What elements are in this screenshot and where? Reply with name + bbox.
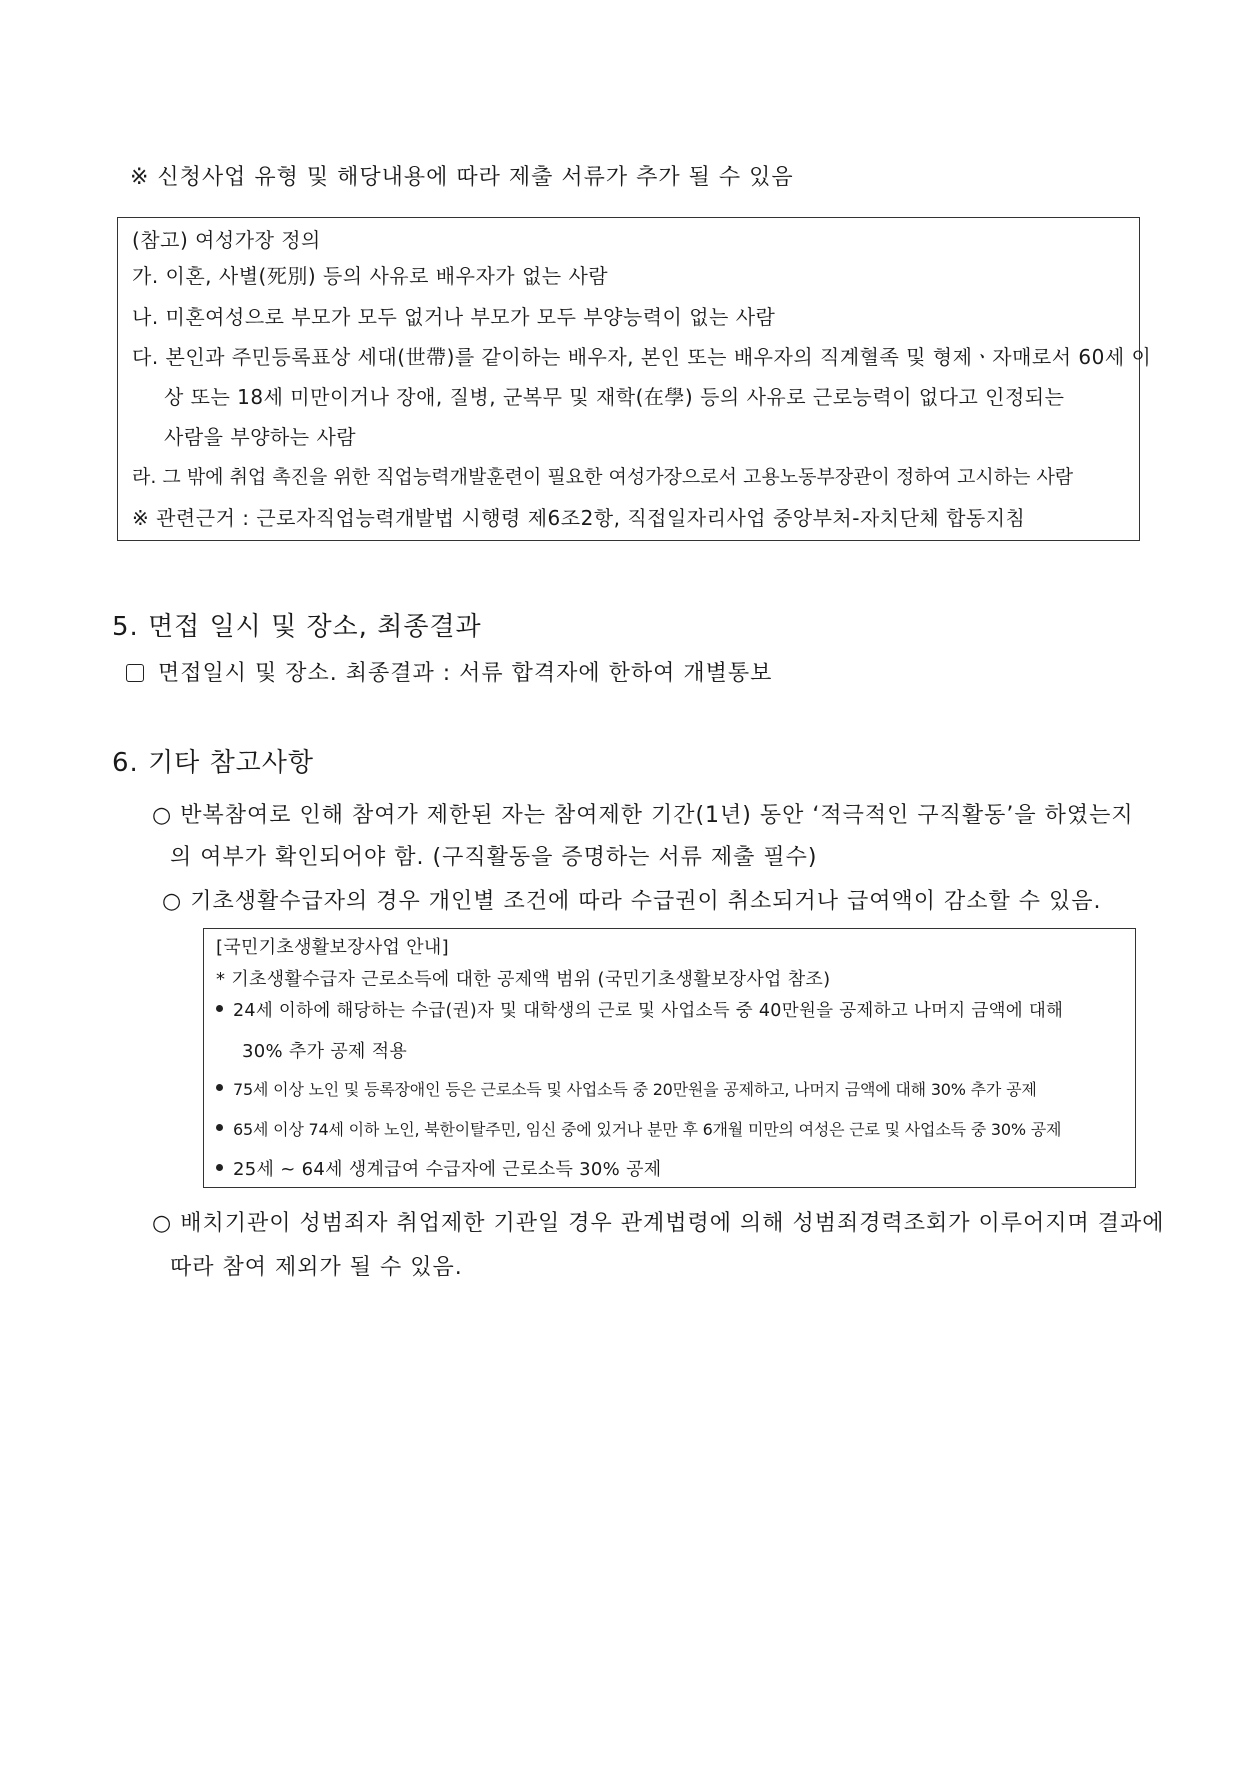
box-title: (참고) 여성가장 정의 [132,228,321,252]
paragraph-sex-offender-check-line2: 따라 참여 제외가 될 수 있음. [170,1255,463,1280]
basic-livelihood-guide-box [203,928,1136,1188]
section5-heading: 5. 면접 일시 및 장소, 최종결과 [112,612,482,642]
bullet-icon [216,1084,223,1091]
bullet-icon [216,1124,223,1131]
paragraph-repeat-participation-line2: 의 여부가 확인되어야 함. (구직활동을 증명하는 서류 제출 필수) [170,845,818,870]
legal-basis: ※ 관련근거 : 근로자직업능력개발법 시행령 제6조2항, 직접일자리사업 중앙부처-자치단체 합동지침 [132,506,1026,530]
section5-item-text: 면접일시 및 장소. 최종결과 : 서류 합격자에 한하여 개별통보 [158,661,773,686]
bullet-icon [216,1005,223,1012]
definition-item-ga: 가. 이혼, 사별(死別) 등의 사유로 배우자가 없는 사람 [132,264,609,288]
checkbox-icon [126,664,144,682]
guide-bullet-1-line2: 30% 추가 공제 적용 [242,1041,408,1062]
guide-bullet-4: 25세 ~ 64세 생계급여 수급자에 근로소득 30% 공제 [216,1155,661,1181]
guide-title: [국민기초생활보장사업 안내] [216,937,449,958]
paragraph-sex-offender-check-line1: ○ 배치기관이 성범죄자 취업제한 기관일 경우 관계법령에 의해 성범죄경력조회가 이루어지며 결과에 [152,1211,1165,1236]
guide-bullet-1-line1: 24세 이하에 해당하는 수급(권)자 및 대학생의 근로 및 사업소득 중 40만원을 공제하고 나머지 금액에 대해 [216,997,1063,1022]
definition-item-ra: 라. 그 밖에 취업 촉진을 위한 직업능력개발훈련이 필요한 여성가장으로서 고용노동부장관이 정하여 고시하는 사람 [132,466,1074,488]
section5-item [126,656,772,687]
definition-item-da-line2: 상 또는 18세 미만이거나 장애, 질병, 군복무 및 재학(在學) 등의 사유로 근로능력이 없다고 인정되는 [164,385,1065,409]
guide-subtitle: * 기초생활수급자 근로소득에 대한 공제액 범위 (국민기초생활보장사업 참조) [216,969,831,990]
section6-heading: 6. 기타 참고사항 [112,748,315,778]
bullet-icon [216,1164,223,1171]
paragraph-basic-livelihood: ○ 기초생활수급자의 경우 개인별 조건에 따라 수급권이 취소되거나 급여액이 감소할 수 있음. [162,889,1102,914]
note-additional-documents: ※ 신청사업 유형 및 해당내용에 따라 제출 서류가 추가 될 수 있음 [130,165,794,190]
definition-item-na: 나. 미혼여성으로 부모가 모두 없거나 부모가 모두 부양능력이 없는 사람 [132,305,776,329]
paragraph-repeat-participation-line1: ○ 반복참여로 인해 참여가 제한된 자는 참여제한 기간(1년) 동안 ‘적극적인 구직활동’을 하였는지 [152,803,1134,828]
female-householder-definition-box [117,217,1152,541]
definition-item-da-line1: 다. 본인과 주민등록표상 세대(世帶)를 같이하는 배우자, 본인 또는 배우자의 직계혈족 및 형제ㆍ자매로서 60세 이 [132,345,1152,369]
guide-bullet-2: 75세 이상 노인 및 등록장애인 등은 근로소득 및 사업소득 중 20만원을 공제하고, 나머지 금액에 대해 30% 추가 공제 [216,1077,1037,1100]
guide-bullet-3: 65세 이상 74세 이하 노인, 북한이탈주민, 임신 중에 있거나 분만 후 6개월 미만의 여성은 근로 및 사업소득 중 30% 공제 [216,1117,1061,1140]
definition-item-da-line3: 사람을 부양하는 사람 [164,425,357,449]
